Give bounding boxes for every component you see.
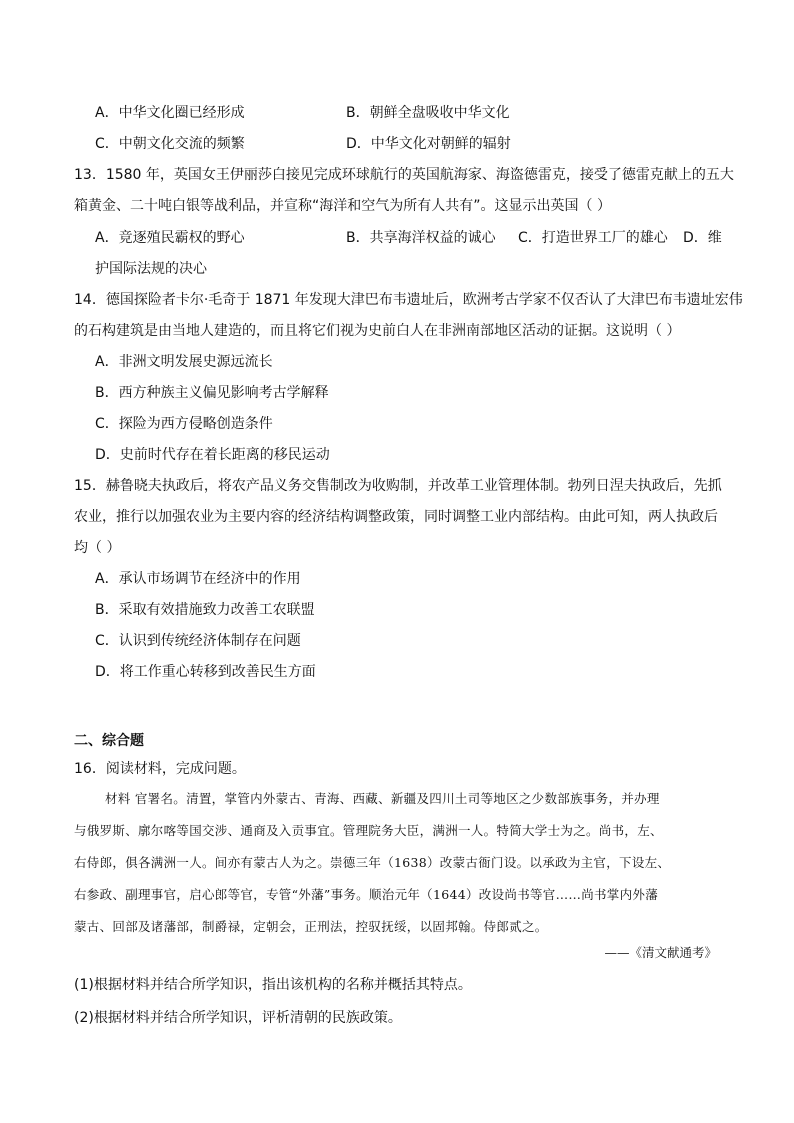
q16-material-line5: 蒙古、回部及诸藩部，制爵禄，定朝会，正刑法，控驭抚绥，以固邦翰。侍郎贰之。 [74,919,548,934]
q16-source: ——《清文献通考》 [604,945,717,960]
q13-option-b: B．共享海洋权益的诚心 [346,230,496,246]
q15-stem-line3: 均（ ） [74,540,121,556]
q16-material-line3: 右侍郎，俱各满洲一人。间亦有蒙古人为之。崇德三年（1638）改蒙古衙门设。以承政为主官，下设左、 [74,855,671,870]
q16-material-line2: 与俄罗斯、廓尔喀等国交涉、通商及入贡事宜。管理院务大臣，满洲一人。特简大学士为之。尚书，左、 [74,823,663,838]
q14-option-c: C．探险为西方侵略创造条件 [95,416,273,432]
q14-stem-line2: 的石构建筑是由当地人建造的，而且将它们视为史前白人在非洲南部地区活动的证据。这说明（ ） [74,323,681,339]
q13-option-d-end: 护国际法规的决心 [95,261,207,277]
q16-question-1: (1)根据材料并结合所学知识，指出该机构的名称并概括其特点。 [74,977,472,993]
q14-option-d: D．史前时代存在着长距离的移民运动 [95,447,330,463]
q12-option-b: B．朝鲜全盘吸收中华文化 [346,105,510,121]
q15-stem-line1: 15．赫鲁晓夫执政后，将农产品义务交售制改为收购制，并改革工业管理体制。勃列日涅夫执政后，先抓 [74,478,722,494]
q14-option-a: A．非洲文明发展史源远流长 [95,354,273,370]
q16-stem: 16．阅读材料，完成问题。 [74,761,246,777]
q15-option-d: D．将工作重心转移到改善民生方面 [95,664,316,680]
section-heading: 二、综合题 [74,733,144,749]
q16-material-line1: 材料 官署名。清置，掌管内外蒙古、青海、西藏、新疆及四川土司等地区之少数部族事务，并办理 [105,791,660,806]
q15-option-c: C．认识到传统经济体制存在问题 [95,633,301,649]
q13-option-c: C．打造世界工厂的雄心 [518,230,668,246]
q13-stem-line1: 13．1580 年，英国女王伊丽莎白接见完成环球航行的英国航海家、海盗德雷克，接受了德雷克献上的五大 [74,167,734,183]
q14-option-b: B．西方种族主义偏见影响考古学解释 [95,385,329,401]
q15-option-a: A．承认市场调节在经济中的作用 [95,571,301,587]
q15-stem-line2: 农业，推行以加强农业为主要内容的经济结构调整政策，同时调整工业内部结构。由此可知，两人执政后 [74,509,718,525]
q13-option-d-start: D．维 [683,230,722,246]
q12-option-d: D．中华文化对朝鲜的辐射 [346,136,511,152]
q16-question-2: (2)根据材料并结合所学知识，评析清朝的民族政策。 [74,1010,402,1026]
q12-option-a: A．中华文化圈已经形成 [95,105,245,121]
q13-stem-line2: 箱黄金、二十吨白银等战利品，并宣称“海洋和空气为所有人共有”。这显示出英国（ ） [74,198,611,214]
q13-option-a: A．竞逐殖民霸权的野心 [95,230,245,246]
q16-material-line4: 右参政、副理事官，启心郎等官，专管“外藩”事务。顺治元年（1644）改设尚书等官……尚书掌内外藩 [74,887,658,902]
q15-option-b: B．采取有效措施致力改善工农联盟 [95,602,315,618]
q12-option-c: C．中朝文化交流的频繁 [95,136,245,152]
q14-stem-line1: 14．德国探险者卡尔·毛奇于 1871 年发现大津巴布韦遗址后，欧洲考古学家不仅否认了大津巴布韦遗址宏伟 [74,292,743,308]
